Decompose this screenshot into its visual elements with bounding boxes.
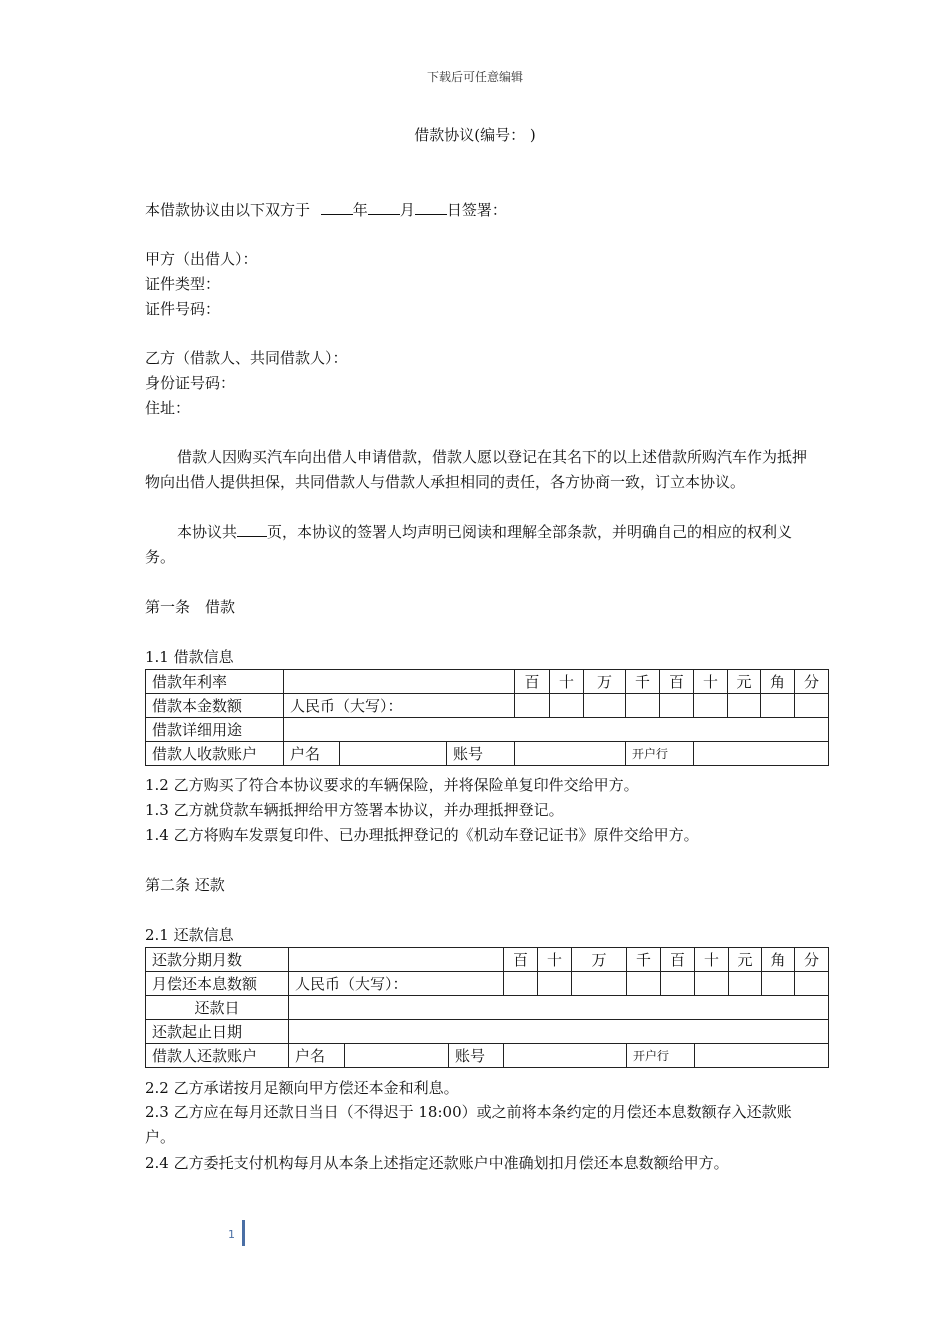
party-b-label: 乙方（借款人、共同借款人）： <box>145 349 348 367</box>
account-name-value[interactable] <box>340 742 447 766</box>
rate-value[interactable] <box>284 670 515 694</box>
amount-value[interactable]: 人民币（大写）： <box>284 694 515 718</box>
monthly-digit[interactable] <box>762 972 795 996</box>
digit-cell: 百 <box>660 670 694 694</box>
paragraph-2 <box>145 520 815 570</box>
digit-cell: 万 <box>572 948 627 972</box>
amount-label: 借款本金数额 <box>146 694 284 718</box>
amount-digit[interactable] <box>584 694 626 718</box>
article-2-item: 2.2 乙方承诺按月足额向甲方偿还本金和利息。 <box>145 1079 459 1097</box>
article-1-item: 1.4 乙方将购车发票复印件、已办理抵押登记的《机动车登记证书》原件交给甲方。 <box>145 826 699 844</box>
repay-account-number-label: 账号 <box>449 1044 504 1068</box>
monthly-digit[interactable] <box>729 972 762 996</box>
installments-label: 还款分期月数 <box>146 948 289 972</box>
page-number: 1 <box>228 1228 235 1241</box>
amount-digit[interactable] <box>626 694 660 718</box>
intro-line <box>145 200 507 220</box>
article-1-item: 1.3 乙方就贷款车辆抵押给甲方签署本协议，并办理抵押登记。 <box>145 801 564 819</box>
digit-cell: 百 <box>515 670 550 694</box>
table-row <box>146 718 829 742</box>
table-row <box>146 742 829 766</box>
digit-cell: 百 <box>661 948 695 972</box>
digit-cell: 十 <box>695 948 729 972</box>
article-1-item: 1.2 乙方购买了符合本协议要求的车辆保险，并将保险单复印件交给甲方。 <box>145 776 639 794</box>
digit-cell: 元 <box>729 948 762 972</box>
amount-digit[interactable] <box>694 694 728 718</box>
digit-cell: 十 <box>538 948 572 972</box>
paragraph-1: 借款人因购买汽车向出借人申请借款，借款人愿以登记在其名下的以上述借款所购汽车作为抵押物向出借人提供担保，共同借款人与借款人承担相同的责任，各方协商一致，订立本协议。 <box>145 448 808 491</box>
purpose-value[interactable] <box>284 718 829 742</box>
table-row <box>146 972 829 996</box>
amount-digit[interactable] <box>795 694 829 718</box>
party-a-id-number: 证件号码： <box>145 300 221 318</box>
digit-cell: 千 <box>626 670 660 694</box>
digit-cell: 分 <box>795 670 829 694</box>
monthly-value[interactable]: 人民币（大写）： <box>289 972 504 996</box>
article-1-heading: 第一条 借款 <box>145 598 236 616</box>
document-title: 借款协议(编号： ) <box>414 126 536 144</box>
installments-value[interactable] <box>289 948 504 972</box>
article-2-heading: 第二条 还款 <box>145 876 225 894</box>
header-note: 下载后可任意编辑 <box>426 70 523 84</box>
monthly-digit[interactable] <box>795 972 829 996</box>
digit-cell: 角 <box>761 670 795 694</box>
monthly-label: 月偿还本息数额 <box>146 972 289 996</box>
table-row <box>146 670 829 694</box>
party-a-label: 甲方（出借人）： <box>145 250 258 268</box>
intro-month: 月 <box>399 201 415 219</box>
table-row <box>146 996 829 1020</box>
amount-digit[interactable] <box>761 694 795 718</box>
bank-label: 开户行 <box>626 742 694 766</box>
purpose-label: 借款详细用途 <box>146 718 284 742</box>
table-row <box>146 948 829 972</box>
repay-bank-label: 开户行 <box>627 1044 695 1068</box>
table-row <box>146 1020 829 1044</box>
repay-account-number-value[interactable] <box>504 1044 627 1068</box>
article-2-item: 2.4 乙方委托支付机构每月从本条上述指定还款账户中准确划扣月偿还本息数额给甲方。 <box>145 1154 729 1172</box>
repay-account-name-value[interactable] <box>345 1044 449 1068</box>
account-label: 借款人收款账户 <box>146 742 284 766</box>
paragraph-2-suffix: 页，本协议的签署人均声明已阅读和理解全部条款，并明确自己的相应的权利义务。 <box>145 523 793 566</box>
article-2-item: 2.3 乙方应在每月还款日当日（不得迟于 18:00）或之前将本条约定的月偿还本息数额存入还款账户。 <box>145 1103 792 1146</box>
digit-cell: 万 <box>584 670 626 694</box>
account-number-label: 账号 <box>447 742 515 766</box>
repay-day-label: 还款日 <box>146 996 289 1020</box>
repay-period-value[interactable] <box>289 1020 829 1044</box>
digit-cell: 角 <box>762 948 795 972</box>
monthly-digit[interactable] <box>572 972 627 996</box>
monthly-digit[interactable] <box>538 972 572 996</box>
party-b-id-card: 身份证号码： <box>145 374 236 392</box>
repay-day-value[interactable] <box>289 996 829 1020</box>
table-row <box>146 1044 829 1068</box>
monthly-digit[interactable] <box>504 972 538 996</box>
monthly-digit[interactable] <box>695 972 729 996</box>
intro-day: 日签署： <box>446 201 507 219</box>
party-a-id-type: 证件类型： <box>145 275 221 293</box>
bank-value[interactable] <box>694 742 829 766</box>
digit-cell: 十 <box>694 670 728 694</box>
digit-cell: 元 <box>728 670 761 694</box>
party-b-address: 住址： <box>145 399 191 417</box>
amount-digit[interactable] <box>660 694 694 718</box>
digit-cell: 分 <box>795 948 829 972</box>
repayment-info-table <box>145 947 829 1068</box>
amount-digit[interactable] <box>515 694 550 718</box>
rate-label: 借款年利率 <box>146 670 284 694</box>
table-row <box>146 694 829 718</box>
intro-year: 年 <box>352 201 368 219</box>
digit-cell: 千 <box>627 948 661 972</box>
digit-cell: 十 <box>550 670 584 694</box>
intro-prefix: 本借款协议由以下双方于 <box>145 201 311 219</box>
loan-info-table <box>145 669 829 766</box>
amount-digit[interactable] <box>728 694 761 718</box>
repay-bank-value[interactable] <box>695 1044 829 1068</box>
article-2-sub: 2.1 还款信息 <box>145 926 234 944</box>
account-number-value[interactable] <box>515 742 626 766</box>
page-number-bar <box>242 1220 245 1246</box>
repay-period-label: 还款起止日期 <box>146 1020 289 1044</box>
monthly-digit[interactable] <box>627 972 661 996</box>
monthly-digit[interactable] <box>661 972 695 996</box>
amount-digit[interactable] <box>550 694 584 718</box>
paragraph-2-prefix: 本协议共 <box>177 523 238 541</box>
account-name-label: 户名 <box>284 742 340 766</box>
repay-account-label: 借款人还款账户 <box>146 1044 289 1068</box>
repay-account-name-label: 户名 <box>289 1044 345 1068</box>
digit-cell: 百 <box>504 948 538 972</box>
article-1-sub: 1.1 借款信息 <box>145 648 234 666</box>
